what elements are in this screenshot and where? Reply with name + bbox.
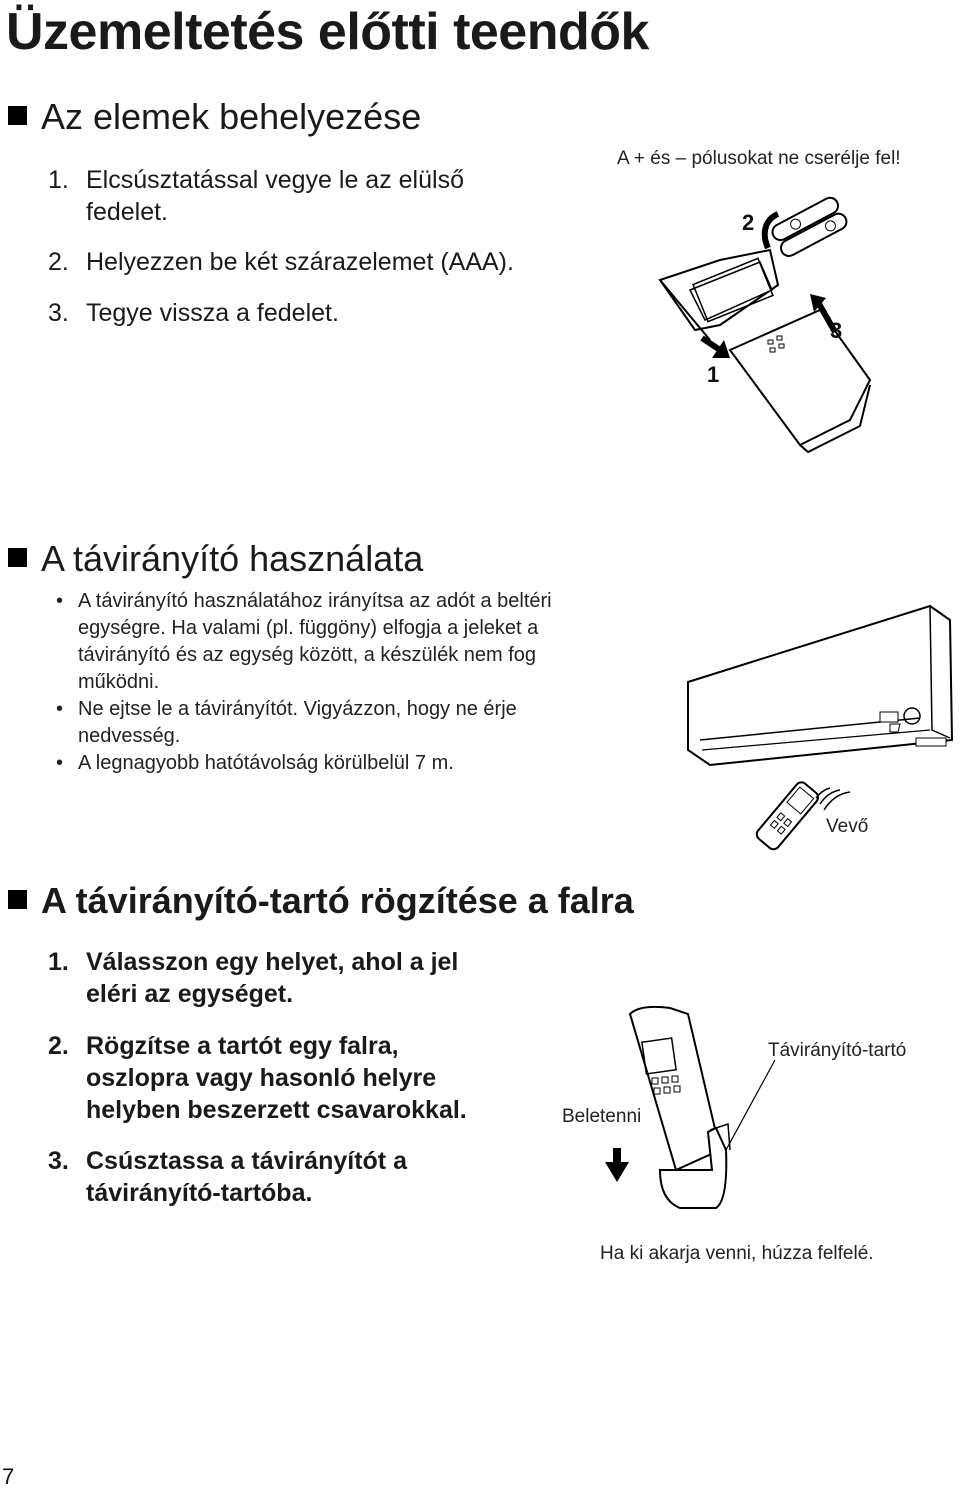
page-number: 7 <box>2 1464 15 1489</box>
list-item <box>56 696 616 750</box>
figure-number-1: 1 <box>707 362 720 387</box>
section-title-batteries <box>8 96 421 138</box>
battery-step-1 <box>48 164 568 228</box>
figure-number-2: 2 <box>742 210 755 235</box>
holder-step-3 <box>48 1145 548 1209</box>
figure-number-3: 3 <box>830 318 843 343</box>
section-title-text: Az elemek behelyezése <box>41 96 422 137</box>
step-number: 3. <box>48 1147 69 1175</box>
remove-note: Ha ki akarja venni, húzza felfelé. <box>600 1243 874 1264</box>
section-title-usage <box>8 538 423 580</box>
section-marker <box>8 548 27 567</box>
holder-step-2 <box>48 1030 548 1126</box>
holder-step-1 <box>48 946 548 1010</box>
bullet-text: A távirányító használatához irányítsa az adót a beltéri egységre. Ha valami (pl. függöny) elfogja a jeleket a távirányító és az egység között, a készülék nem fog működni. <box>78 590 552 693</box>
bullet: • <box>56 752 64 774</box>
bullet-text: Ne ejtse le a távirányítót. Vigyázzon, hogy ne érje nedvesség. <box>78 698 517 747</box>
section-title-text: A távirányító használata <box>41 538 424 579</box>
step-text: Csúsztassa a távirányítót a távirányító-tartóba. <box>86 1147 407 1207</box>
indoor-unit-illustration <box>680 600 960 860</box>
battery-step-3 <box>48 297 568 329</box>
page-title: Üzemeltetés előtti teendők <box>6 3 649 61</box>
battery-step-2 <box>48 246 608 278</box>
usage-bullet-list <box>56 588 616 777</box>
holder-label: Távirányító-tartó <box>768 1040 907 1061</box>
section-title-text: A távirányító-tartó rögzítése a falra <box>41 880 634 921</box>
section-title-holder <box>8 880 634 922</box>
bullet-text: A legnagyobb hatótávolság körülbelül 7 m. <box>78 752 454 774</box>
step-number: 1. <box>48 948 69 976</box>
step-text: Elcsúsztatással vegye le az elülső fedelet. <box>86 166 464 226</box>
step-number: 2. <box>48 248 69 276</box>
step-number: 1. <box>48 166 69 194</box>
receiver-label: Vevő <box>826 816 869 837</box>
step-text: Válasszon egy helyet, ahol a jel eléri az egységet. <box>86 948 459 1008</box>
bullet: • <box>56 590 64 612</box>
list-item <box>56 750 616 777</box>
list-item <box>56 588 616 696</box>
bullet: • <box>56 698 64 720</box>
insert-label: Beletenni <box>562 1106 642 1127</box>
step-text: Rögzítse a tartót egy falra, oszlopra vagy hasonló helyre helyben beszerzett csavarokkal. <box>86 1032 467 1124</box>
step-text: Tegye vissza a fedelet. <box>86 299 339 327</box>
step-number: 2. <box>48 1032 69 1060</box>
battery-insertion-illustration <box>650 190 950 460</box>
step-number: 3. <box>48 299 69 327</box>
section-marker <box>8 106 27 125</box>
section-marker <box>8 890 27 909</box>
step-text: Helyezzen be két szárazelemet (AAA). <box>86 248 514 276</box>
polarity-note: A + és – pólusokat ne cserélje fel! <box>617 148 901 169</box>
